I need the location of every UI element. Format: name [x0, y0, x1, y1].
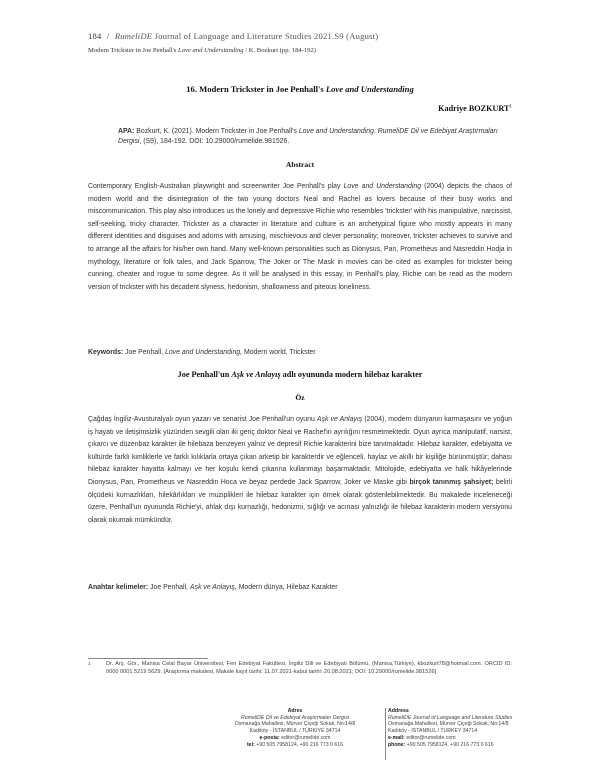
oz-heading: Öz	[295, 393, 305, 402]
footnote-divider	[88, 658, 208, 659]
oz-body	[88, 414, 512, 527]
address-english	[388, 708, 538, 748]
journal-name: RumeliDE	[114, 31, 153, 41]
address-tr-journal: RumeliDE Dil ve Edebiyat Araştırmaları Dergisi	[241, 714, 349, 721]
running-head-italic: Love and Understanding	[178, 47, 244, 54]
footnote-text: Dr. Arş. Gör., Manisa Celal Bayar Üniversitesi, Fen Edebiyat Fakültesi, İngiliz Dili ve Edebiyatı Bölümü, (Manisa,Türkiye), kbozkurt78@hotmail.com. ORCID ID: 0000 0001 5219 5629. [Araştırma makalesi, Makale kayıt tarihi: 11.07.2021-kabul tarihi: 20.08.2021; DOI: 10.29000/rumelide.981526]	[106, 661, 512, 676]
running-head	[88, 47, 316, 54]
apa-text-1: Bozkurt, K. (2021). Modern Trickster in Joe Penhall's	[136, 128, 297, 135]
tr-title-italic: Aşk ve Anlayış	[231, 370, 281, 379]
keywords-text-1: Joe Penhall,	[125, 349, 164, 356]
address-tr-email[interactable]: editor@rumelide.com	[281, 734, 331, 741]
oz-bold-phrase: birçok tanınmış şahsiyet;	[409, 478, 494, 486]
keywords-label: Keywords:	[88, 349, 124, 356]
article-title	[0, 84, 600, 94]
tr-keywords-text-1: Joe Penhall,	[150, 584, 188, 591]
apa-text-2: .	[373, 128, 376, 135]
tr-keywords-label: Anahtar kelimeler:	[88, 584, 149, 591]
footnote	[88, 660, 512, 677]
anahtar-kelimeler	[88, 584, 512, 591]
abstract-p1-rest: (2004) depicts the chaos of modern world and the disintegration of the two young doctors Neal and Rachel as lovers because of their busy works and miscommunication. This play also introduces us the lonely and depressive Richie who resembles 'trickster' with his manipulative, narcissist, self-seeking, tricky character. Trickster as a character in literature and culture is an archetypical figure who mostly appears in many different identities and disguises and adorns with amusing, mischievous and clever personality; moreover, trickster achieves to survive and to arrange all the affairs for his/her own hand. Many well-known personalities such as Dionysus, Pan, Prometheus and Nasreddin Hodja in mythology, literature or folk tales, and Jack Sparrow, The Joker or The Mask in movies can be cited as examples for trickster being cunning, cheater and rogue to some degree. As it will be analysed in this essay, in Penhall's play, Richie can be read as the modern version of trickster with his decadent slyness, hedonism, shallowness and piteous loneliness.	[88, 183, 513, 291]
title-prefix: 16. Modern Trickster in Joe Penhall's	[186, 84, 324, 94]
address-tr-heading: Adres	[287, 708, 303, 714]
journal-issue: Journal of Language and Literature Studies 2021.S9 (August)	[154, 31, 379, 41]
apa-italic-2: RumeliDE Dil ve Edebiyat Araştırmaları Dergisi	[118, 128, 498, 145]
address-en-line2: Kadıköy - ISTANBUL / TURKEY 34714	[388, 728, 478, 735]
running-head-suffix: / K. Bozkurt (pp. 184-192)	[245, 47, 316, 54]
tr-keywords-italic: Aşk ve Anlayış,	[189, 584, 237, 591]
address-en-email[interactable]: editor@rumelide.com	[406, 734, 456, 741]
oz-p1: Çağdaş İngiliz-Avusturalyalı oyun yazarı ve senarist Joe Penhall'un oyunu	[88, 416, 315, 423]
oz-p1-rest: (2004), modern dünyanın karmaşasını ve yoğun iş hayatı ve iletişimsizlik yüzünden sevgili olan iki genç doktor Neal ve Rachel'in ayrılığını resmetmektedir. Oyun ayrıca manipulatif, narsist, çıkarcı ve düzenbaz karakter ile hilebaza benzeyen yalnız ve depresif Richie karakterini bize tanıtmaktadır. Hilebaz karakter, edebiyatta ve kültürde farklı kimliklerle ve farklı kılıklarla ortaya çıkan arketip bir karakterdir ve eğlenceli, haylaz ve akıllı bir kişiliğe bürünmüştür; dahası hilebaz karakter hayatta kalmayı ve her koşulu kendi çıkarına kullanmayı başarmaktadır. Mitolojide, edebiyatta ve halk hikâyelerinde Dionysus, Pan, Prometheus ve Nasreddin Hoca ve beyaz perdede Jack Sparrow, Joker ve Maske gibi	[88, 416, 513, 486]
address-turkish	[200, 708, 390, 748]
turkish-title	[0, 370, 600, 379]
address-en-line1: Osmanağa Mahallesi, Mürver Çiçeği Sokak, No:14/8	[388, 721, 509, 728]
address-en-journal: RumeliDE Journal of Language and Literature Studies	[388, 714, 513, 721]
tr-title-suffix: adlı oyununda modern hilebaz karakter	[282, 370, 423, 379]
address-en-heading: Address	[388, 708, 409, 714]
apa-text-3: , (S9), 184-192. DOI: 10.29000/rumelide.981526.	[139, 138, 290, 145]
address-divider	[385, 708, 386, 760]
apa-label: APA:	[118, 128, 135, 135]
journal-header	[88, 31, 378, 41]
abstract-p1: Contemporary English-Australian playwright and screenwriter Joe Penhall's play	[88, 183, 341, 190]
abstract-play-title: Love and Understanding	[343, 183, 422, 190]
running-head-prefix: Modern Trickster in Joe Penhall's	[88, 47, 177, 54]
apa-citation	[118, 127, 516, 147]
abstract-body	[88, 181, 512, 294]
oz-play-title: Aşk ve Anlayış	[316, 416, 363, 423]
address-tr-tel: +90 505 7958124, +90 216 773 0 616	[256, 741, 344, 748]
keywords	[88, 349, 512, 356]
keywords-italic: Love and Understanding,	[165, 349, 243, 356]
tr-keywords-text-2: Modern dünya, Hilebaz Karakter	[238, 584, 338, 591]
address-tr-line1: Osmanağa Mahallesi, Mürver Çiçeği Sokak, No:14/8	[234, 721, 356, 728]
address-en-email-label: e-mail:	[388, 734, 405, 741]
oz-p1-end: belirli ölçüdeki kurnazlıkları, hilekârlıkları ve muziplikleri ile hilebaz karakter için örnek olarak gösterilebilmektedir. Bu makalede inceleneceği üzere, Penhall'un oyununda Richie'yi, ahlak dışı kurnazlığı, hedonizmi, sığlığı ve acınası yalnızlığı ile hilebaz karakterin modern versiyonu olarak okumak mümkündür.	[88, 478, 512, 524]
address-en-tel: +90 505 7958124, +90 216 773 0 616	[406, 741, 494, 748]
keywords-text-2: Modern world, Trickster	[243, 349, 316, 356]
footnote-number: 1	[88, 661, 91, 666]
apa-italic-1: Love and Understanding	[298, 128, 374, 135]
title-italic: Love and Understanding	[325, 84, 414, 94]
address-tr-email-label: e-posta:	[259, 734, 280, 741]
address-en-tel-label: phone:	[388, 741, 406, 748]
header-separator: /	[106, 31, 110, 41]
address-tr-line2: Kadıköy - İSTANBUL / TÜRKİYE 34714	[249, 728, 341, 735]
author-text: Kadriye BOZKURT	[438, 104, 510, 113]
author-name	[438, 104, 512, 113]
address-tr-tel-label: tel:	[246, 741, 255, 748]
tr-title-prefix: Joe Penhall'un	[177, 370, 230, 379]
abstract-heading: Abstract	[285, 160, 315, 169]
page-number: 184	[88, 31, 102, 41]
author-footnote-mark: 1	[509, 104, 512, 110]
